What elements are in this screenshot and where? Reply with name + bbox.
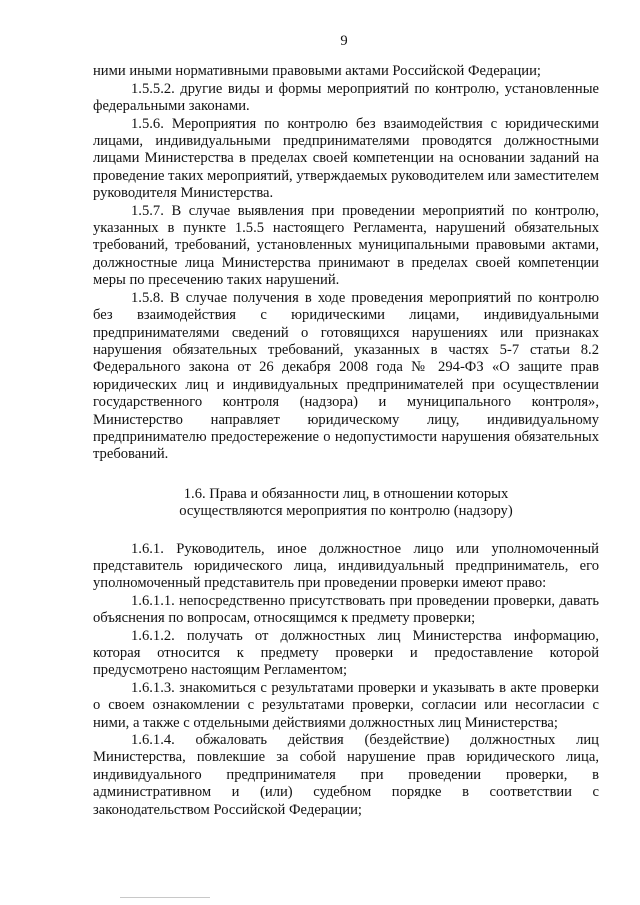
paragraph: 1.5.5.2. другие виды и формы мероприятий по контролю, установленные федеральными законами. — [93, 80, 599, 115]
bottom-paragraphs — [93, 541, 599, 820]
paragraph: 1.6.1.1. непосредственно присутствовать при проведении проверки, давать объяснения по вопросам, относящимся к предмету проверки; — [93, 592, 599, 627]
section-heading-line: 1.6. Права и обязанности лиц, в отношении которых — [183, 485, 509, 502]
paragraph: ними иными нормативными правовыми актами Российской Федерации; — [93, 63, 541, 80]
paragraph: 1.6.1.4. обжаловать действия (бездействие) должностных лиц Министерства, повлекшие за собой нарушение прав юридического лица, индивидуального предпринимателя при проведении проверки, в административном и (или) судебном порядке в соответствии с законодательством Российской Федерации; — [93, 732, 599, 818]
scan-artifact-line — [120, 897, 210, 898]
section-heading — [93, 486, 599, 521]
page-number: 9 — [340, 33, 348, 49]
section-heading-line: осуществляются мероприятия по контролю (надзору) — [179, 503, 513, 520]
paragraph: 1.5.8. В случае получения в ходе проведения мероприятий по контролю без взаимодействия с юридическими лицами, индивидуальными предпринимателями сведений о готовящихся нарушениях или признаках нарушения обязательных требований, указанных в частях 5-7 статьи 8.2 Федерального закона от 26 декабря 2008 года № 294-ФЗ «О защите прав юридических лиц и индивидуальных предпринимателей при осуществлении государственного контроля (надзора) и муниципального контроля», Министерство направляет юридическому лицу, индивидуальному предпринимателю предостережение о недопустимости нарушения обязательных требований. — [93, 289, 599, 463]
paragraph: 1.6.1.3. знакомиться с результатами проверки и указывать в акте проверки о своем ознакомлении с результатами проверки, согласии или несогласии с ними, а также с отдельными действиями должностных лиц Министерства; — [93, 679, 599, 731]
document-page — [93, 33, 599, 819]
paragraph: 1.6.1. Руководитель, иное должностное лицо или уполномоченный представитель юридического лица, индивидуальный предприниматель, его уполномоченный представитель при проведении проверки имеют право: — [93, 540, 599, 592]
paragraph: 1.6.1.2. получать от должностных лиц Министерства информацию, которая относится к предмету проверки и предоставление которой предусмотрено настоящим Регламентом; — [93, 627, 599, 679]
paragraph: 1.5.7. В случае выявления при проведении мероприятий по контролю, указанных в пункте 1.5.5 настоящего Регламента, нарушений обязательных требований, требований, установленных муниципальными правовыми актами, должностные лица Министерства принимают в пределах своей компетенции меры по пресечению таких нарушений. — [93, 202, 599, 289]
top-paragraphs — [93, 63, 599, 463]
paragraph: 1.5.6. Мероприятия по контролю без взаимодействия с юридическими лицами, индивидуальными предпринимателями проводятся должностными лицами Министерства в пределах своей компетенции на основании заданий на проведение таких мероприятий, утверждаемых руководителем или заместителем руководителя Министерства. — [93, 115, 599, 202]
